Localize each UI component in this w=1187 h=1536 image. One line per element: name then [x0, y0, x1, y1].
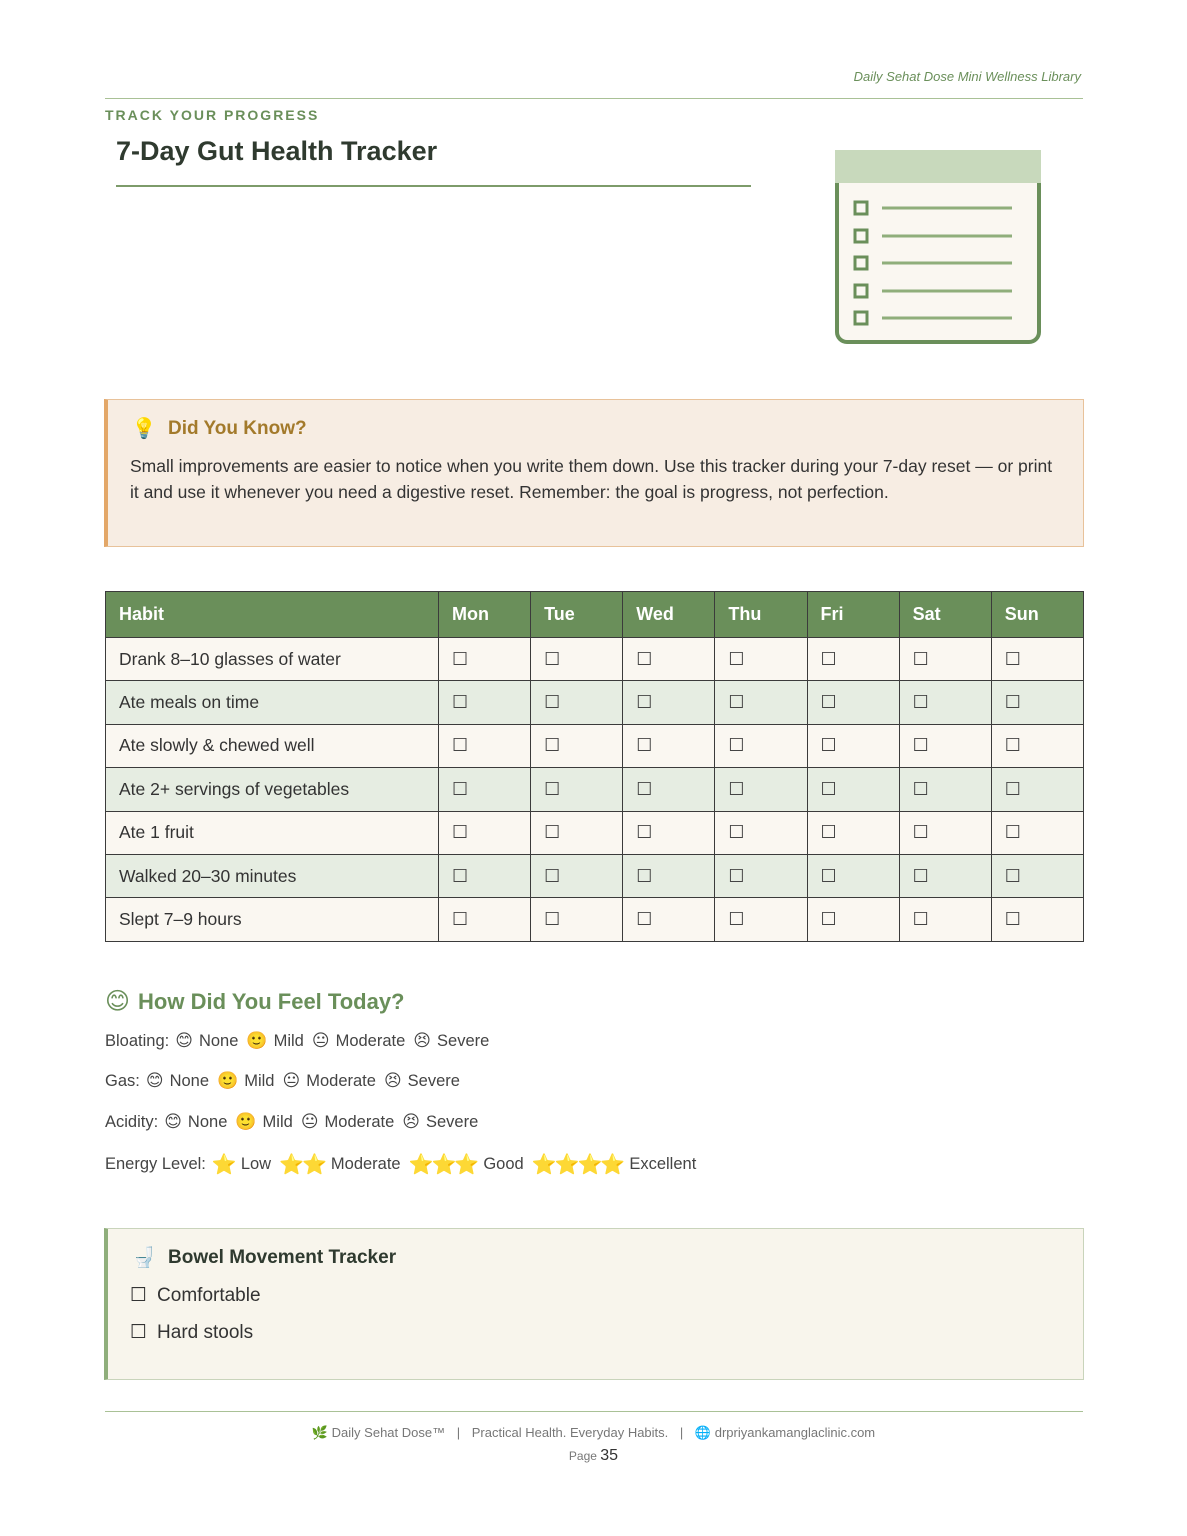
- face-icon: 😐: [300, 1112, 319, 1131]
- checkbox-sat[interactable]: ☐: [899, 898, 991, 941]
- checkbox-fri[interactable]: ☐: [807, 898, 899, 941]
- checkbox-mon[interactable]: ☐: [439, 724, 531, 767]
- checkbox-tue[interactable]: ☐: [531, 811, 623, 854]
- energy-option-excellent[interactable]: [532, 1152, 697, 1177]
- habit-cell: Ate 2+ servings of vegetables: [106, 768, 439, 811]
- callout-body: Small improvements are easier to notice when you write them down. Use this tracker during your 7-day reset — or print it and use it whenever you need a digestive reset. Remember: the goal is progress, not perfection.: [130, 456, 1053, 502]
- energy-option-moderate[interactable]: [279, 1152, 401, 1177]
- face-icon: 😊: [164, 1112, 182, 1131]
- checkbox-wed[interactable]: ☐: [623, 724, 715, 767]
- footer: [0, 1425, 1187, 1441]
- gas-options: [146, 1071, 468, 1091]
- column-header-thu: Thu: [715, 592, 807, 638]
- checkbox-wed[interactable]: ☐: [623, 898, 715, 941]
- checkbox-wed[interactable]: ☐: [623, 768, 715, 811]
- checkbox-icon[interactable]: ☐: [130, 1322, 148, 1343]
- scale-option-label: None: [187, 1112, 228, 1131]
- checkbox-sun[interactable]: ☐: [991, 854, 1083, 897]
- face-icon: 🙂: [246, 1031, 268, 1050]
- column-header-fri: Fri: [807, 592, 899, 638]
- face-icon: 😊: [145, 1071, 164, 1090]
- scale-option-mild[interactable]: [235, 1112, 292, 1132]
- checkbox-wed[interactable]: ☐: [623, 681, 715, 724]
- feel-heading: How Did You Feel Today?: [138, 988, 405, 1014]
- checkbox-thu[interactable]: ☐: [715, 724, 807, 767]
- bowel-option-label: Hard stools: [157, 1321, 254, 1343]
- checkbox-tue[interactable]: ☐: [531, 854, 623, 897]
- acidity-scale: [105, 1112, 486, 1132]
- scale-option-mild[interactable]: [246, 1031, 303, 1051]
- scale-option-label: Severe: [437, 1031, 490, 1050]
- energy-option-label: Good: [483, 1155, 524, 1173]
- habit-cell: Drank 8–10 glasses of water: [106, 638, 439, 681]
- scale-option-label: Mild: [262, 1112, 293, 1131]
- checkbox-tue[interactable]: ☐: [531, 638, 623, 681]
- header-divider: [105, 98, 1083, 99]
- scale-option-moderate[interactable]: [282, 1071, 375, 1091]
- table-row: [106, 681, 1084, 724]
- column-header-habit: Habit: [106, 592, 439, 638]
- star-icon: ⭐: [211, 1154, 235, 1176]
- checkbox-fri[interactable]: ☐: [807, 724, 899, 767]
- bloating-scale: [105, 1031, 497, 1051]
- scale-option-severe[interactable]: [413, 1031, 489, 1051]
- scale-option-none[interactable]: [146, 1071, 209, 1091]
- checkbox-wed[interactable]: ☐: [623, 638, 715, 681]
- face-icon: 🙂: [217, 1071, 239, 1090]
- title-divider: [116, 185, 751, 187]
- scale-option-none[interactable]: [164, 1112, 227, 1132]
- table-row: [106, 768, 1084, 811]
- scale-option-label: Severe: [426, 1112, 479, 1131]
- scale-option-moderate[interactable]: [312, 1031, 405, 1051]
- table-row: [106, 854, 1084, 897]
- checkbox-thu[interactable]: ☐: [715, 638, 807, 681]
- face-icon: 😣: [413, 1031, 432, 1050]
- habit-cell: Ate 1 fruit: [106, 811, 439, 854]
- bowel-option-hard-stools[interactable]: [130, 1321, 1061, 1344]
- checkbox-thu[interactable]: ☐: [715, 898, 807, 941]
- checkbox-sat[interactable]: ☐: [899, 638, 991, 681]
- scale-option-label: Moderate: [306, 1071, 376, 1090]
- checkbox-fri[interactable]: ☐: [807, 811, 899, 854]
- checkbox-mon[interactable]: ☐: [439, 768, 531, 811]
- checkbox-fri[interactable]: ☐: [807, 681, 899, 724]
- feel-section-header: [105, 987, 405, 1016]
- column-header-wed: Wed: [623, 592, 715, 638]
- face-icon: 😊: [175, 1031, 193, 1050]
- checkbox-tue[interactable]: ☐: [531, 898, 623, 941]
- habit-cell: Ate meals on time: [106, 681, 439, 724]
- footer-brand: Daily Sehat Dose™: [331, 1425, 446, 1440]
- habit-cell: Ate slowly & chewed well: [106, 724, 439, 767]
- section-eyebrow: TRACK YOUR PROGRESS: [105, 107, 320, 123]
- footer-divider: [105, 1411, 1083, 1412]
- page-title: 7-Day Gut Health Tracker: [116, 136, 438, 166]
- face-icon: 😐: [311, 1031, 330, 1050]
- callout-header: [130, 416, 1061, 441]
- leaf-icon: 🌿: [311, 1425, 329, 1440]
- library-name: Daily Sehat Dose Mini Wellness Library: [853, 69, 1081, 84]
- scale-option-label: None: [198, 1031, 239, 1050]
- bowel-heading: Bowel Movement Tracker: [168, 1246, 397, 1268]
- scale-option-label: Moderate: [335, 1031, 406, 1050]
- scale-option-label: Mild: [273, 1031, 304, 1050]
- bowel-option-label: Comfortable: [157, 1284, 261, 1306]
- face-icon: 😣: [402, 1112, 420, 1131]
- checkbox-wed[interactable]: ☐: [623, 811, 715, 854]
- checkbox-thu[interactable]: ☐: [715, 768, 807, 811]
- scale-option-label: Severe: [407, 1071, 460, 1090]
- toilet-icon: 🚽: [131, 1247, 157, 1269]
- globe-icon: 🌐: [694, 1425, 712, 1440]
- energy-options: [212, 1152, 704, 1177]
- face-icon: 😐: [282, 1071, 301, 1090]
- table-row: [106, 898, 1084, 941]
- page-number: [0, 1447, 1187, 1465]
- checkbox-tue[interactable]: ☐: [531, 724, 623, 767]
- checklist-clipboard-icon: [835, 150, 1041, 345]
- callout-heading: Did You Know?: [168, 417, 307, 439]
- page-number-value: 35: [600, 1447, 619, 1464]
- checkbox-icon[interactable]: ☐: [130, 1285, 148, 1306]
- scale-option-severe[interactable]: [402, 1112, 478, 1132]
- checkbox-fri[interactable]: ☐: [807, 768, 899, 811]
- column-header-mon: Mon: [439, 592, 531, 638]
- column-header-sun: Sun: [991, 592, 1083, 638]
- face-icon: 🙂: [235, 1112, 257, 1131]
- checkbox-sun[interactable]: ☐: [991, 638, 1083, 681]
- scale-option-mild[interactable]: [217, 1071, 274, 1091]
- checkbox-mon[interactable]: ☐: [439, 681, 531, 724]
- bloating-options: [175, 1031, 497, 1051]
- checkbox-thu[interactable]: ☐: [715, 854, 807, 897]
- energy-option-label: Moderate: [330, 1155, 401, 1173]
- scale-option-label: None: [169, 1071, 210, 1090]
- checkbox-wed[interactable]: ☐: [623, 854, 715, 897]
- bowel-option-comfortable[interactable]: [130, 1284, 1061, 1307]
- face-icon: 😣: [383, 1071, 402, 1090]
- scale-option-label: Mild: [244, 1071, 275, 1090]
- bowel-header: [130, 1245, 1061, 1270]
- footer-tagline: Practical Health. Everyday Habits.: [471, 1425, 669, 1440]
- acidity-options: [164, 1112, 486, 1132]
- table-row: [106, 724, 1084, 767]
- energy-label: Energy Level:: [105, 1155, 206, 1173]
- checkbox-tue[interactable]: ☐: [531, 768, 623, 811]
- habit-tracker-table: [105, 591, 1084, 942]
- gas-label: Gas:: [105, 1071, 140, 1090]
- lightbulb-icon: 💡: [131, 418, 157, 440]
- scale-option-label: Moderate: [324, 1112, 395, 1131]
- table-row: [106, 638, 1084, 681]
- column-header-sat: Sat: [899, 592, 991, 638]
- footer-separator: |: [679, 1425, 684, 1440]
- checkbox-sun[interactable]: ☐: [991, 681, 1083, 724]
- table-row: [106, 811, 1084, 854]
- did-you-know-callout: [104, 399, 1084, 547]
- footer-website-link[interactable]: drpriyankamanglaclinic.com: [714, 1425, 876, 1440]
- star-icon: ⭐⭐⭐: [408, 1154, 478, 1176]
- star-icon: ⭐⭐⭐⭐: [531, 1154, 624, 1176]
- bowel-movement-tracker: [104, 1228, 1084, 1380]
- scale-option-moderate[interactable]: [301, 1112, 394, 1132]
- checkbox-sat[interactable]: ☐: [899, 811, 991, 854]
- footer-separator: |: [456, 1425, 461, 1440]
- smiling-face-icon: 😊: [105, 988, 131, 1015]
- checkbox-fri[interactable]: ☐: [807, 638, 899, 681]
- checkbox-sun[interactable]: ☐: [991, 724, 1083, 767]
- checkbox-sun[interactable]: ☐: [991, 898, 1083, 941]
- energy-option-low[interactable]: [212, 1152, 271, 1177]
- habit-cell: Slept 7–9 hours: [106, 898, 439, 941]
- bloating-label: Bloating:: [105, 1031, 170, 1050]
- energy-option-good[interactable]: [409, 1152, 524, 1177]
- checkbox-sun[interactable]: ☐: [991, 811, 1083, 854]
- checkbox-thu[interactable]: ☐: [715, 811, 807, 854]
- star-icon: ⭐⭐: [279, 1154, 325, 1176]
- checkbox-sat[interactable]: ☐: [899, 681, 991, 724]
- scale-option-severe[interactable]: [384, 1071, 460, 1091]
- scale-option-none[interactable]: [175, 1031, 238, 1051]
- column-header-tue: Tue: [531, 592, 623, 638]
- checkbox-mon[interactable]: ☐: [439, 811, 531, 854]
- checkbox-thu[interactable]: ☐: [715, 681, 807, 724]
- checkbox-sat[interactable]: ☐: [899, 724, 991, 767]
- checkbox-mon[interactable]: ☐: [439, 854, 531, 897]
- checkbox-fri[interactable]: ☐: [807, 854, 899, 897]
- checkbox-mon[interactable]: ☐: [439, 638, 531, 681]
- checkbox-tue[interactable]: ☐: [531, 681, 623, 724]
- energy-option-label: Excellent: [629, 1155, 697, 1173]
- checkbox-mon[interactable]: ☐: [439, 898, 531, 941]
- gas-scale: [105, 1071, 468, 1091]
- table-header-row: [106, 592, 1084, 638]
- checkbox-sat[interactable]: ☐: [899, 768, 991, 811]
- habit-cell: Walked 20–30 minutes: [106, 854, 439, 897]
- energy-option-label: Low: [240, 1155, 272, 1173]
- acidity-label: Acidity:: [105, 1112, 159, 1131]
- checkbox-sun[interactable]: ☐: [991, 768, 1083, 811]
- checkbox-sat[interactable]: ☐: [899, 854, 991, 897]
- energy-scale: [105, 1152, 704, 1177]
- page-label: Page: [568, 1449, 597, 1463]
